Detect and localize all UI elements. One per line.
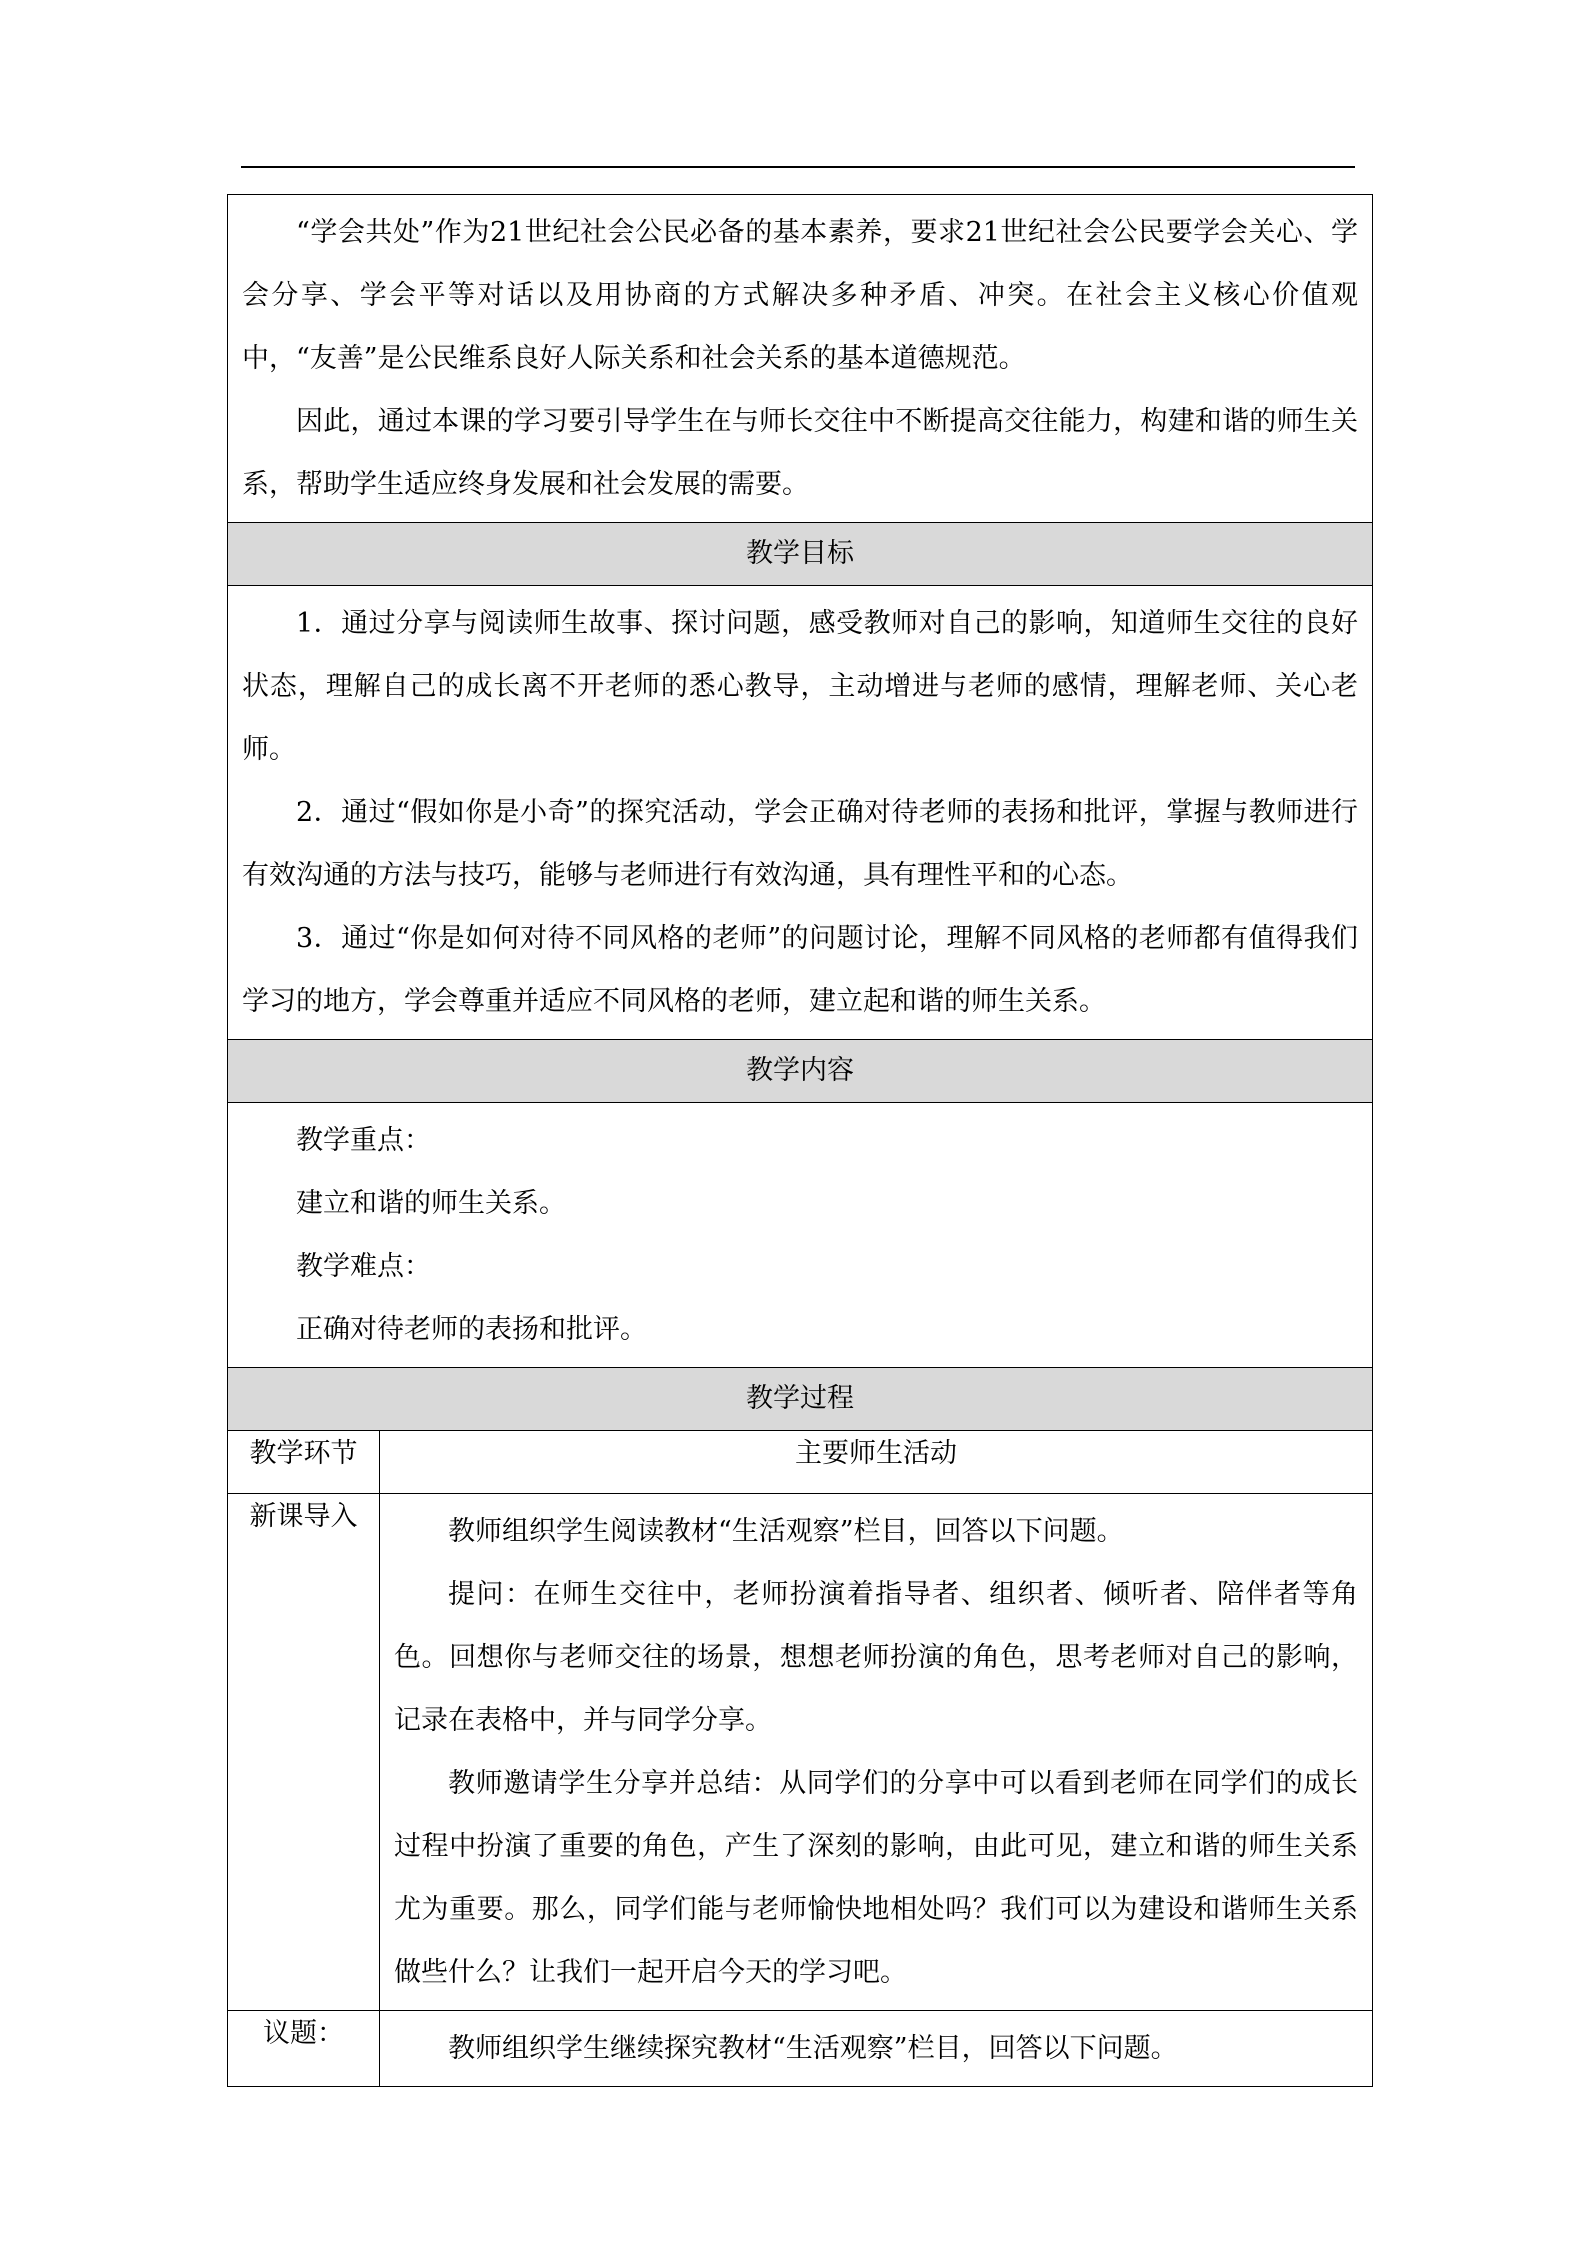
difficulty-text: 正确对待老师的表扬和批评。 bbox=[296, 1314, 647, 1345]
intro-paragraph: 因此，通过本课的学习要引导学生在与师长交往中不断提高交往能力，构建和谐的师生关系，帮助学生适应终身发展和社会发展的需要。 bbox=[242, 406, 1359, 500]
goals-header bbox=[228, 523, 1373, 586]
activity-column-header: 主要师生活动 bbox=[380, 1431, 1373, 1494]
content-header bbox=[228, 1040, 1373, 1103]
content-cell bbox=[228, 1103, 1373, 1368]
activity-cell bbox=[380, 1494, 1373, 2011]
intro-paragraph: “学会共处”作为21世纪社会公民必备的基本素养，要求21世纪社会公民要学会关心、学会分享、学会平等对话以及用协商的方式解决多种矛盾、冲突。在社会主义核心价值观中，“友善”是公民维系良好人际关系和社会关系的基本道德规范。 bbox=[242, 217, 1359, 374]
difficulty-label: 教学难点： bbox=[296, 1251, 431, 1282]
intro-row bbox=[228, 195, 1373, 523]
goal-item: 2．通过“假如你是小奇”的探究活动，学会正确对待老师的表扬和批评，掌握与教师进行有效沟通的方法与技巧，能够与老师进行有效沟通，具有理性平和的心态。 bbox=[242, 797, 1359, 891]
stage-cell: 议题： bbox=[228, 2011, 380, 2087]
process-header-row bbox=[228, 1368, 1373, 1431]
intro-cell bbox=[228, 195, 1373, 523]
header-rule bbox=[241, 166, 1355, 168]
activity-cell bbox=[380, 2011, 1373, 2087]
goals-row bbox=[228, 586, 1373, 1040]
process-column-row bbox=[228, 1431, 1373, 1494]
process-title: 教学过程 bbox=[746, 1383, 854, 1414]
content-row bbox=[228, 1103, 1373, 1368]
activity-paragraph: 教师组织学生阅读教材“生活观察”栏目，回答以下问题。 bbox=[448, 1516, 1124, 1547]
process-row bbox=[228, 1494, 1373, 2011]
activity-paragraph: 教师邀请学生分享并总结：从同学们的分享中可以看到老师在同学们的成长过程中扮演了重要的角色，产生了深刻的影响，由此可见，建立和谐的师生关系尤为重要。那么，同学们能与老师愉快地相处吗？我们可以为建设和谐师生关系做些什么？让我们一起开启今天的学习吧。 bbox=[394, 1768, 1359, 1988]
content-header-row bbox=[228, 1040, 1373, 1103]
activity-paragraph: 教师组织学生继续探究教材“生活观察”栏目，回答以下问题。 bbox=[448, 2033, 1178, 2064]
goal-item: 3．通过“你是如何对待不同风格的老师”的问题讨论，理解不同风格的老师都有值得我们学习的地方，学会尊重并适应不同风格的老师，建立起和谐的师生关系。 bbox=[242, 923, 1359, 1017]
lesson-plan-table bbox=[227, 194, 1373, 2087]
stage-cell: 新课导入 bbox=[228, 1494, 380, 2011]
process-header bbox=[228, 1368, 1373, 1431]
stage-column-header: 教学环节 bbox=[228, 1431, 380, 1494]
goal-item: 1．通过分享与阅读师生故事、探讨问题，感受教师对自己的影响，知道师生交往的良好状态，理解自己的成长离不开老师的悉心教导，主动增进与老师的感情，理解老师、关心老师。 bbox=[242, 608, 1359, 765]
activity-paragraph: 提问：在师生交往中，老师扮演着指导者、组织者、倾听者、陪伴者等角色。回想你与老师交往的场景，想想老师扮演的角色，思考老师对自己的影响，记录在表格中，并与同学分享。 bbox=[394, 1579, 1359, 1736]
goals-cell bbox=[228, 586, 1373, 1040]
key-point-text: 建立和谐的师生关系。 bbox=[296, 1188, 566, 1219]
content-title: 教学内容 bbox=[746, 1055, 854, 1086]
process-row bbox=[228, 2011, 1373, 2087]
goals-title: 教学目标 bbox=[746, 538, 854, 569]
key-point-label: 教学重点： bbox=[296, 1125, 431, 1156]
goals-header-row bbox=[228, 523, 1373, 586]
